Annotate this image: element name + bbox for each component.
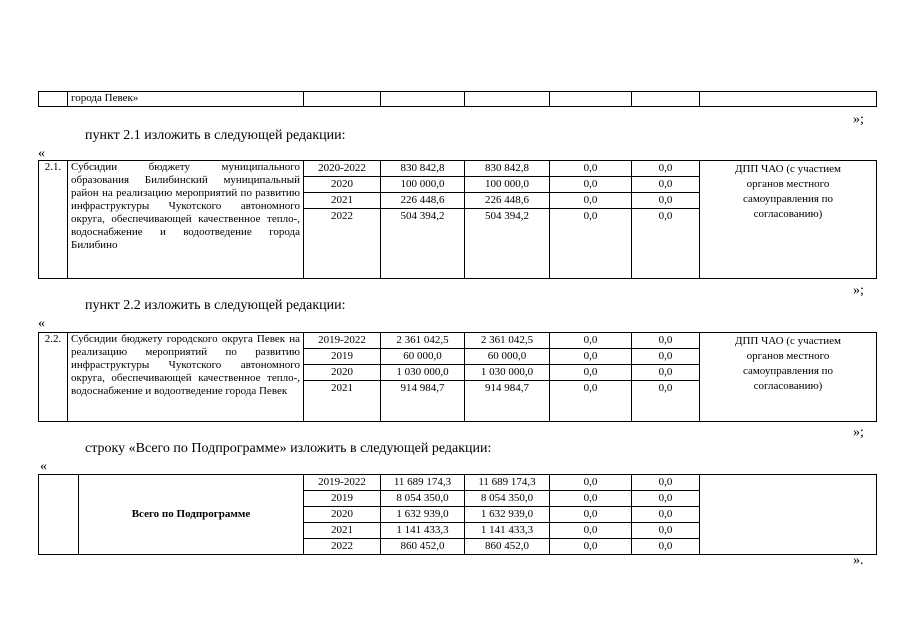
close-quote-1: »; xyxy=(853,112,864,127)
cell xyxy=(700,475,877,555)
federal-value: 0,0 xyxy=(550,381,631,397)
top-row-text: города Певек» xyxy=(68,92,304,107)
row-description: Субсидии бюджету муниципального образования Билибинский муниципальный район на реализацию мероприятий по развитию инфраструктуры Чукотского автономного округа, обеспечивающей качественное тепло-, водоснабжение и водоотведение города Билибино xyxy=(68,161,304,279)
other-list xyxy=(632,333,699,396)
other-cell xyxy=(632,161,700,279)
close-quote-2: »; xyxy=(853,283,864,298)
total-value: 830 842,8 xyxy=(400,162,445,174)
other-value: 0,0 xyxy=(632,365,699,381)
years-cell xyxy=(304,161,381,279)
other-value: 0,0 xyxy=(632,539,699,555)
row-number: 2.2. xyxy=(39,333,68,422)
total-value: 11 689 174,3 xyxy=(393,476,452,488)
total-value: 1 141 433,3 xyxy=(381,523,464,539)
close-quote-4: ». xyxy=(853,553,864,568)
regional-value: 8 054 350,0 xyxy=(465,491,549,507)
federal-value: 0,0 xyxy=(550,193,631,209)
total-list xyxy=(381,161,464,224)
year: 2020 xyxy=(304,507,380,523)
federal-value: 0,0 xyxy=(550,177,631,193)
close-quote-3: »; xyxy=(853,425,864,440)
total-value: 1 632 939,0 xyxy=(381,507,464,523)
cell xyxy=(39,475,79,555)
cell xyxy=(550,92,632,107)
years-cell xyxy=(304,333,381,422)
federal-value: 0,0 xyxy=(550,523,631,539)
total-cell xyxy=(381,333,465,422)
regional-value: 1 030 000,0 xyxy=(465,365,549,381)
federal-cell xyxy=(550,161,632,279)
cell xyxy=(465,92,550,107)
year: 2019 xyxy=(304,349,380,365)
years-list xyxy=(304,475,380,554)
other-value: 0,0 xyxy=(658,334,673,346)
other-value: 0,0 xyxy=(632,349,699,365)
regional-cell xyxy=(465,475,550,555)
total-value: 914 984,7 xyxy=(381,381,464,397)
executor: ДПП ЧАО (с участием органов местного самоуправления по согласованию) xyxy=(700,333,877,422)
years-list xyxy=(304,333,380,396)
other-cell xyxy=(632,333,700,422)
year: 2021 xyxy=(304,193,380,209)
regional-value: 11 689 174,3 xyxy=(478,476,536,488)
other-value: 0,0 xyxy=(658,162,673,174)
federal-value: 0,0 xyxy=(583,476,598,488)
total-list xyxy=(381,333,464,396)
total-cell xyxy=(381,161,465,279)
federal-list xyxy=(550,333,631,396)
table-row xyxy=(39,475,877,555)
executor: ДПП ЧАО (с участием органов местного самоуправления по согласованию) xyxy=(700,161,877,279)
total-value: 60 000,0 xyxy=(381,349,464,365)
section-1-lead: пункт 2.1 изложить в следующей редакции: xyxy=(85,128,346,143)
year: 2021 xyxy=(304,523,380,539)
regional-value: 100 000,0 xyxy=(465,177,549,193)
other-list xyxy=(632,161,699,224)
federal-value: 0,0 xyxy=(550,349,631,365)
year: 2020-2022 xyxy=(318,162,366,174)
regional-value: 1 632 939,0 xyxy=(465,507,549,523)
year: 2021 xyxy=(304,381,380,397)
regional-value: 914 984,7 xyxy=(465,381,549,397)
other-value: 0,0 xyxy=(632,209,699,225)
federal-value: 0,0 xyxy=(550,209,631,225)
total-value: 226 448,6 xyxy=(381,193,464,209)
regional-list xyxy=(465,333,549,396)
cell xyxy=(700,92,877,107)
federal-value: 0,0 xyxy=(583,162,598,174)
years-list xyxy=(304,161,380,224)
regional-value: 830 842,8 xyxy=(485,162,529,174)
cell xyxy=(632,92,700,107)
regional-list xyxy=(465,161,549,224)
year: 2020 xyxy=(304,177,380,193)
other-cell xyxy=(632,475,700,555)
table-row xyxy=(39,161,877,279)
total-value: 100 000,0 xyxy=(381,177,464,193)
section-1-open-quote: « xyxy=(38,146,45,161)
federal-value: 0,0 xyxy=(550,365,631,381)
year: 2022 xyxy=(304,539,380,555)
top-table xyxy=(38,91,877,107)
section-1-table xyxy=(38,160,877,279)
total-label: Всего по Подпрограмме xyxy=(79,475,304,555)
regional-value: 504 394,2 xyxy=(465,209,549,225)
regional-value: 226 448,6 xyxy=(465,193,549,209)
table-row xyxy=(39,333,877,422)
other-value: 0,0 xyxy=(632,523,699,539)
table-row xyxy=(39,92,877,107)
regional-value: 860 452,0 xyxy=(465,539,549,555)
federal-value: 0,0 xyxy=(550,491,631,507)
regional-value: 60 000,0 xyxy=(465,349,549,365)
other-value: 0,0 xyxy=(632,491,699,507)
federal-value: 0,0 xyxy=(550,539,631,555)
other-list xyxy=(632,475,699,554)
year: 2019-2022 xyxy=(318,476,366,488)
federal-list xyxy=(550,161,631,224)
section-2-table xyxy=(38,332,877,422)
federal-cell xyxy=(550,475,632,555)
total-value: 860 452,0 xyxy=(381,539,464,555)
cell xyxy=(381,92,465,107)
section-3-open-quote: « xyxy=(40,459,47,474)
federal-list xyxy=(550,475,631,554)
row-number: 2.1. xyxy=(39,161,68,279)
year: 2019-2022 xyxy=(318,334,366,346)
regional-value: 2 361 042,5 xyxy=(480,334,534,346)
federal-value: 0,0 xyxy=(550,507,631,523)
year: 2020 xyxy=(304,365,380,381)
regional-cell xyxy=(465,333,550,422)
regional-value: 1 141 433,3 xyxy=(465,523,549,539)
regional-list xyxy=(465,475,549,554)
total-value: 2 361 042,5 xyxy=(396,334,449,346)
regional-cell xyxy=(465,161,550,279)
section-2-lead: пункт 2.2 изложить в следующей редакции: xyxy=(85,298,346,313)
section-3-table xyxy=(38,474,877,555)
year: 2022 xyxy=(304,209,380,225)
total-cell xyxy=(381,475,465,555)
total-value: 1 030 000,0 xyxy=(381,365,464,381)
year: 2019 xyxy=(304,491,380,507)
other-value: 0,0 xyxy=(632,193,699,209)
other-value: 0,0 xyxy=(632,381,699,397)
total-value: 8 054 350,0 xyxy=(381,491,464,507)
row-description: Субсидии бюджету городского округа Певек на реализацию мероприятий по развитию инфраструктуры Чукотского автономного округа, обеспечивающей качественное тепло-, водоснабжение и водоотведение города Певек xyxy=(68,333,304,422)
section-3-lead: строку «Всего по Подпрограмме» изложить в следующей редакции: xyxy=(85,441,492,456)
federal-value: 0,0 xyxy=(583,334,598,346)
section-2-open-quote: « xyxy=(38,316,45,331)
federal-cell xyxy=(550,333,632,422)
other-value: 0,0 xyxy=(658,476,673,488)
other-value: 0,0 xyxy=(632,177,699,193)
years-cell xyxy=(304,475,381,555)
total-list xyxy=(381,475,464,554)
cell xyxy=(39,92,68,107)
cell xyxy=(304,92,381,107)
total-value: 504 394,2 xyxy=(381,209,464,225)
other-value: 0,0 xyxy=(632,507,699,523)
